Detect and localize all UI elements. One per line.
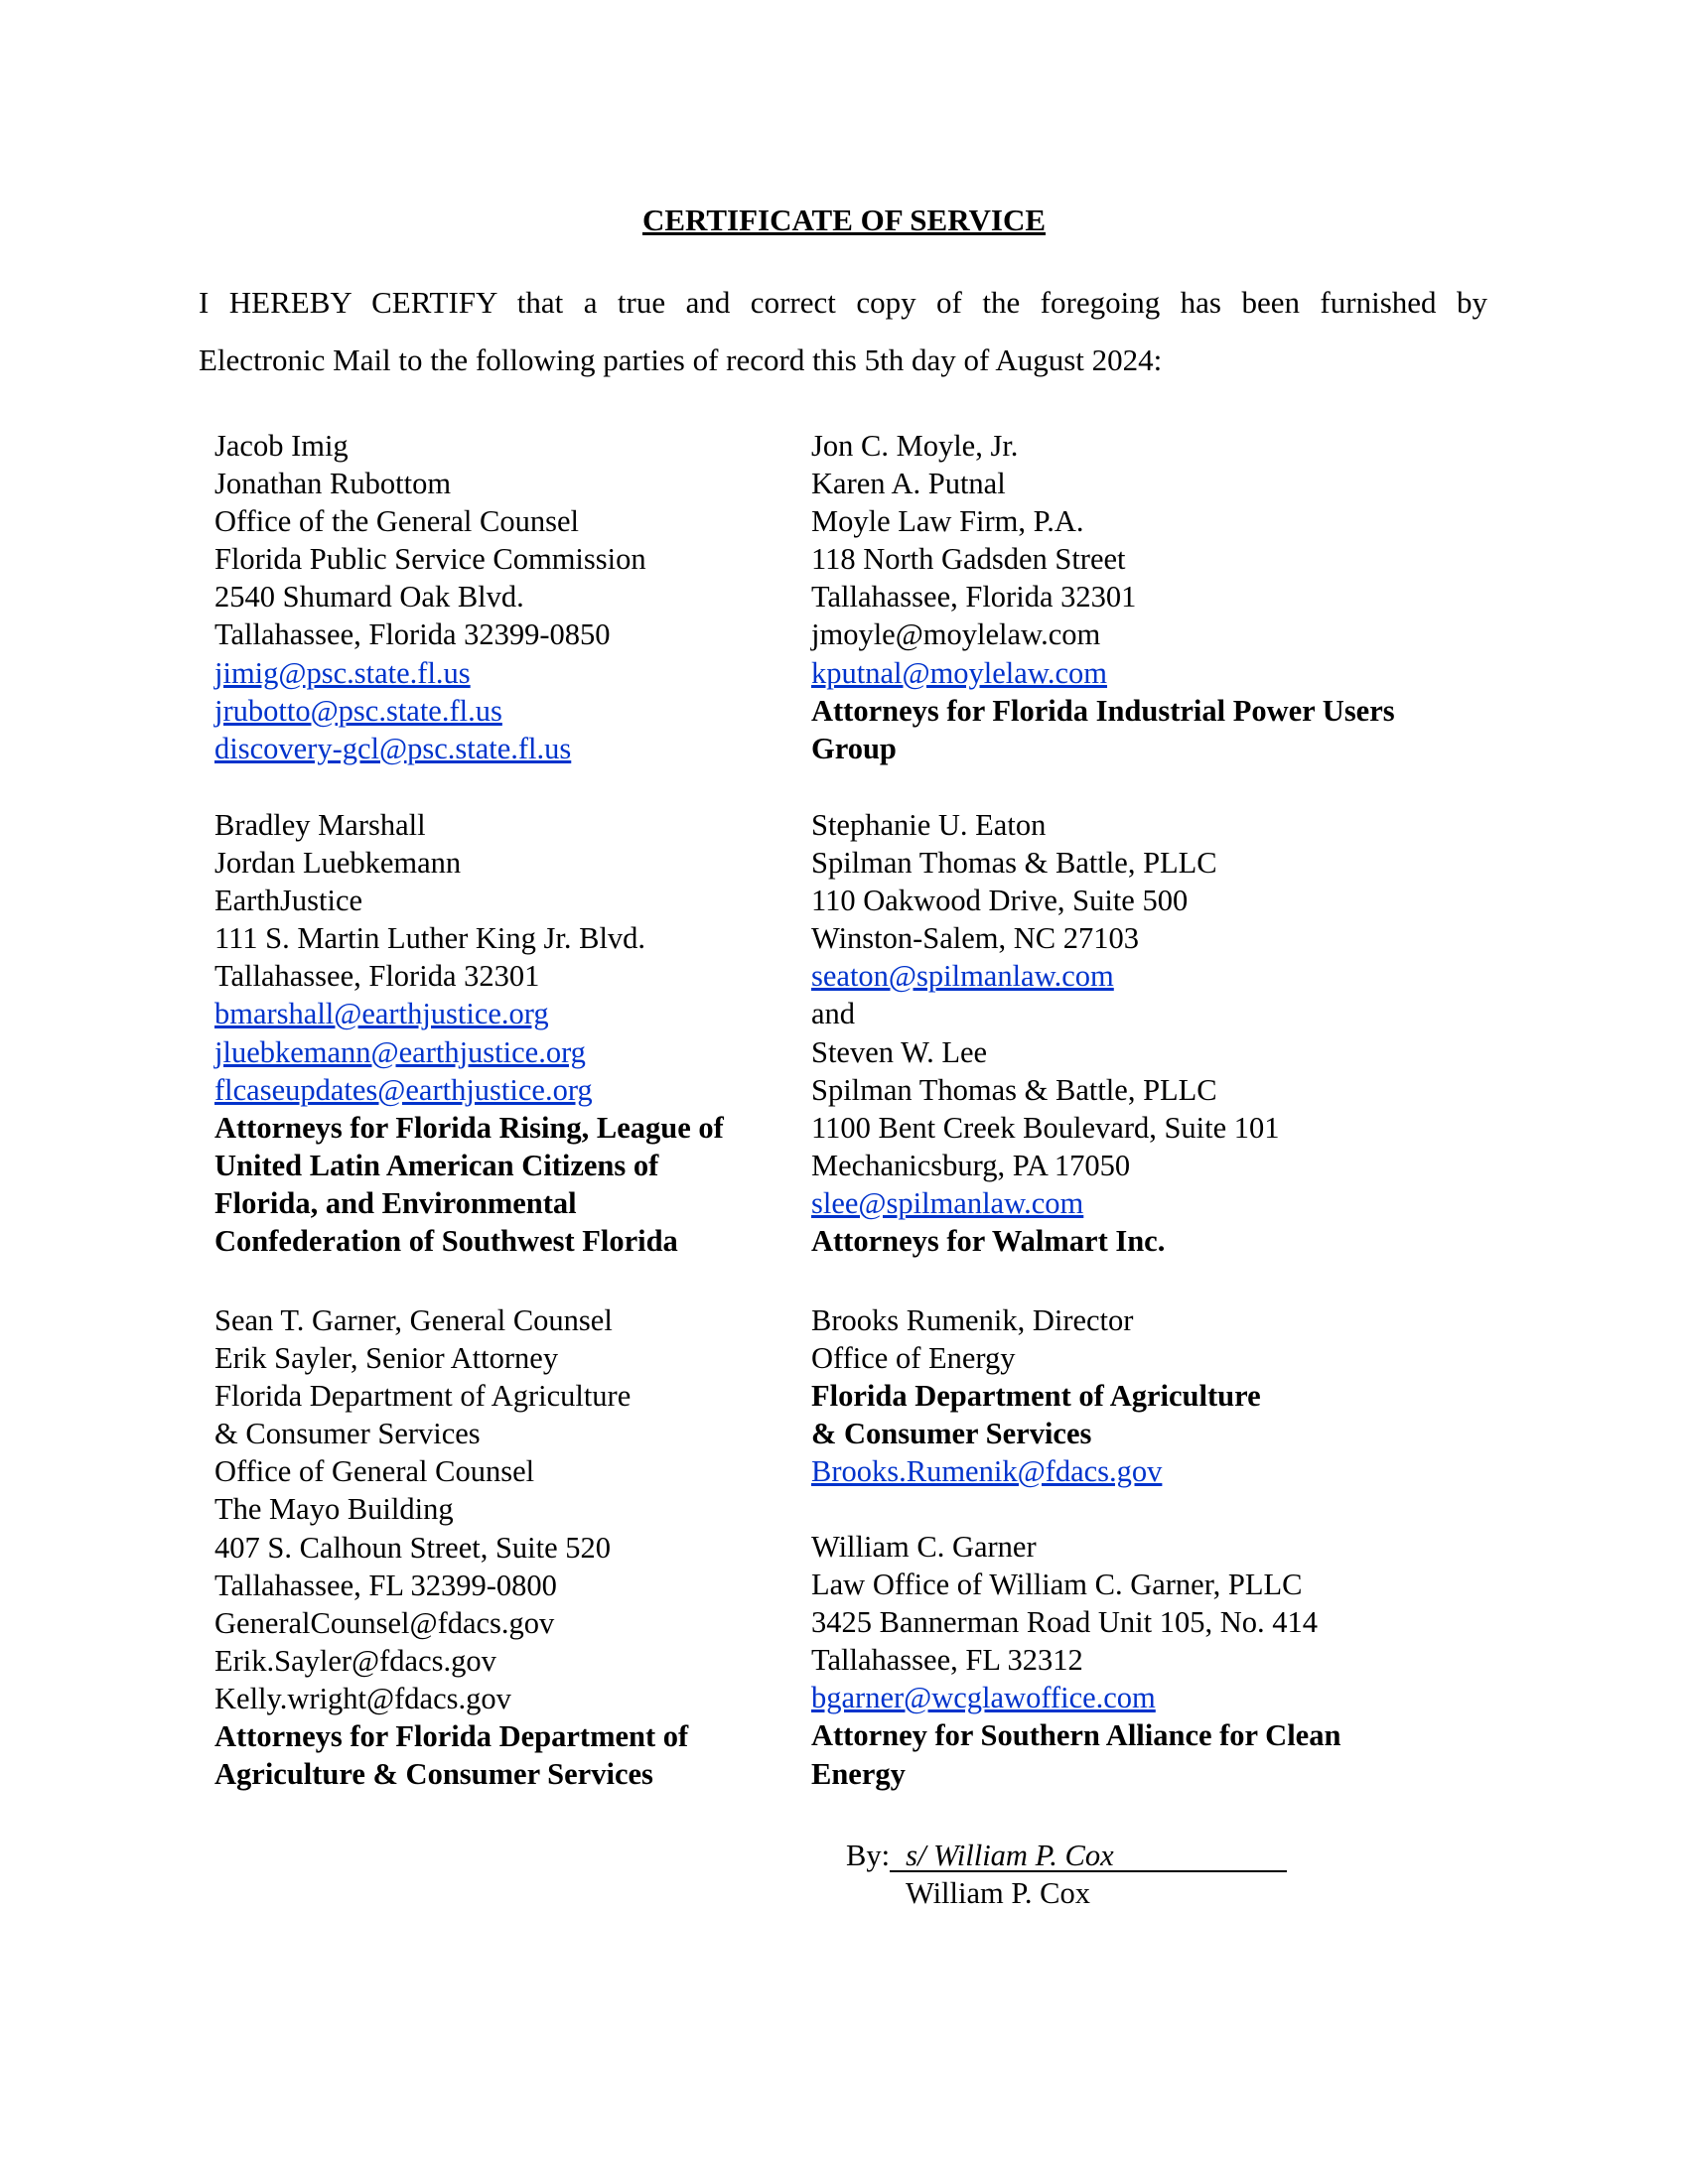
email-link[interactable]: Brooks.Rumenik@fdacs.gov: [811, 1454, 1163, 1489]
party-designation: Attorneys for Florida Industrial Power Users: [811, 693, 1395, 728]
right-party-column-4: [811, 1528, 1407, 1793]
party-designation: Attorneys for Florida Rising, League of: [214, 1110, 724, 1145]
page-title: CERTIFICATE OF SERVICE: [641, 203, 1047, 237]
party-line: The Mayo Building: [214, 1492, 454, 1527]
party-line: Florida Public Service Commission: [214, 542, 646, 577]
party-line: Steven W. Lee: [811, 1034, 988, 1069]
party-line: Jordan Luebkemann: [214, 846, 462, 881]
party-line: Law Office of William C. Garner, PLLC: [811, 1568, 1303, 1602]
signature-line: [846, 1837, 1287, 1874]
party-block-earthjustice: [214, 806, 810, 1260]
party-line: Erik Sayler, Senior Attorney: [214, 1341, 559, 1376]
party-designation: Attorneys for Walmart Inc.: [811, 1224, 1166, 1259]
email-link[interactable]: slee@spilmanlaw.com: [811, 1185, 1084, 1220]
email-link[interactable]: bmarshall@earthjustice.org: [214, 997, 549, 1031]
party-line: 1100 Bent Creek Boulevard, Suite 101: [811, 1110, 1280, 1145]
left-party-column-2: [214, 806, 810, 1260]
party-designation: Attorneys for Florida Department of: [214, 1719, 689, 1754]
party-line: William C. Garner: [811, 1530, 1037, 1564]
signature-block: [846, 1837, 1287, 1912]
party-designation: & Consumer Services: [811, 1417, 1092, 1451]
email-link[interactable]: jluebkemann@earthjustice.org: [214, 1034, 586, 1069]
party-block-office-of-energy: [811, 1301, 1407, 1490]
party-block-spilman: [811, 806, 1407, 1260]
party-line: jmoyle@moylelaw.com: [811, 617, 1101, 652]
party-line: Spilman Thomas & Battle, PLLC: [811, 846, 1217, 881]
party-line: & Consumer Services: [214, 1417, 481, 1451]
party-line: Jacob Imig: [214, 429, 349, 463]
party-line: 2540 Shumard Oak Blvd.: [214, 580, 524, 614]
party-designation: United Latin American Citizens of: [214, 1148, 659, 1182]
email-link[interactable]: jimig@psc.state.fl.us: [214, 655, 471, 690]
party-line: Tallahassee, Florida 32301: [214, 959, 540, 994]
party-designation: Agriculture & Consumer Services: [214, 1757, 653, 1792]
right-party-column-2: [811, 806, 1407, 1260]
email-link[interactable]: kputnal@moylelaw.com: [811, 655, 1108, 690]
email-link[interactable]: discovery-gcl@psc.state.fl.us: [214, 731, 572, 765]
email-link[interactable]: seaton@spilmanlaw.com: [811, 959, 1114, 994]
party-line: Moyle Law Firm, P.A.: [811, 504, 1084, 539]
party-designation: Attorney for Southern Alliance for Clean: [811, 1718, 1341, 1753]
party-line: Office of Energy: [811, 1341, 1016, 1376]
right-party-column-1: [811, 427, 1407, 767]
party-designation: Florida, and Environmental: [214, 1185, 577, 1220]
party-line: Tallahassee, Florida 32301: [811, 580, 1137, 614]
party-line: Spilman Thomas & Battle, PLLC: [811, 1072, 1217, 1107]
party-designation: Confederation of Southwest Florida: [214, 1224, 678, 1259]
party-line: Tallahassee, FL 32399-0800: [214, 1568, 557, 1602]
electronic-signature: s/ William P. Cox: [890, 1841, 1287, 1872]
party-line: Jonathan Rubottom: [214, 467, 452, 501]
party-line: Tallahassee, Florida 32399-0850: [214, 617, 611, 652]
party-line: Bradley Marshall: [214, 808, 426, 842]
party-block-fdacs: [214, 1301, 810, 1793]
left-party-column: [214, 427, 810, 767]
party-line: 111 S. Martin Luther King Jr. Blvd.: [214, 921, 646, 956]
email-link[interactable]: flcaseupdates@earthjustice.org: [214, 1072, 593, 1107]
party-line: Karen A. Putnal: [811, 467, 1006, 501]
party-block-moyle: [811, 427, 1407, 767]
party-line: Jon C. Moyle, Jr.: [811, 429, 1019, 463]
party-line: Mechanicsburg, PA 17050: [811, 1148, 1131, 1182]
party-line: Sean T. Garner, General Counsel: [214, 1303, 613, 1337]
email-link[interactable]: bgarner@wcglawoffice.com: [811, 1681, 1156, 1715]
party-line: and: [811, 997, 856, 1031]
party-block-garner: [811, 1528, 1407, 1793]
email-address: Erik.Sayler@fdacs.gov: [214, 1643, 496, 1678]
certification-line-1: I HEREBY CERTIFY that a true and correct copy of the foregoing has been furnished by: [199, 285, 1487, 320]
party-line: EarthJustice: [214, 884, 363, 918]
by-label: By:: [846, 1839, 891, 1872]
party-line: 110 Oakwood Drive, Suite 500: [811, 884, 1189, 918]
party-line: Office of General Counsel: [214, 1454, 535, 1489]
party-line: Winston-Salem, NC 27103: [811, 921, 1140, 956]
party-line: 118 North Gadsden Street: [811, 542, 1126, 577]
left-party-column-3: [214, 1301, 810, 1793]
right-party-column-3: [811, 1301, 1407, 1490]
email-address: Kelly.wright@fdacs.gov: [214, 1681, 511, 1715]
party-line: 407 S. Calhoun Street, Suite 520: [214, 1530, 612, 1565]
party-line: Brooks Rumenik, Director: [811, 1303, 1134, 1337]
signer-name: William P. Cox: [906, 1876, 1091, 1910]
email-address: GeneralCounsel@fdacs.gov: [214, 1605, 555, 1640]
party-line: 3425 Bannerman Road Unit 105, No. 414: [811, 1605, 1318, 1640]
party-line: Office of the General Counsel: [214, 504, 579, 539]
party-designation: Energy: [811, 1756, 906, 1791]
party-block-psc: [214, 427, 810, 767]
party-line: Florida Department of Agriculture: [214, 1379, 632, 1414]
party-line: Stephanie U. Eaton: [811, 808, 1047, 842]
certification-line-2: Electronic Mail to the following parties of record this 5th day of August 2024:: [199, 342, 1163, 377]
party-designation: Group: [811, 731, 897, 765]
email-link[interactable]: jrubotto@psc.state.fl.us: [214, 693, 502, 728]
party-designation: Florida Department of Agriculture: [811, 1379, 1261, 1414]
party-line: Tallahassee, FL 32312: [811, 1643, 1083, 1678]
certification-statement: [199, 274, 1487, 389]
